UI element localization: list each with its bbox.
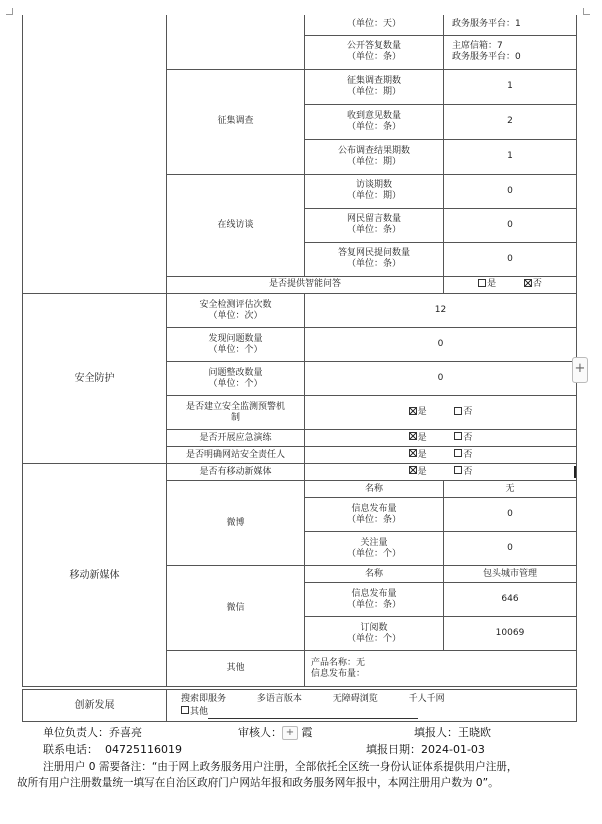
checkbox-empty-icon <box>181 706 189 714</box>
days-unit: （单位：天） <box>305 15 444 35</box>
interview-issues-value: 0 <box>444 174 577 208</box>
answers-value: 0 <box>444 242 577 276</box>
weibo-followers-label: 关注量 （单位：个） <box>305 532 444 566</box>
wechat-name-label: 名称 <box>305 566 444 583</box>
side-add-plus-icon[interactable]: + <box>572 357 588 383</box>
owner-no[interactable]: 否 <box>454 450 472 461</box>
media-no[interactable]: 否 <box>454 467 472 478</box>
page-corner-mark-right <box>583 8 590 15</box>
weibo-name-label: 名称 <box>305 481 444 498</box>
checkbox-checked-icon <box>409 432 417 440</box>
smart-qa-options <box>444 276 577 293</box>
security-eval-value: 12 <box>305 294 577 328</box>
insert-plus-icon[interactable]: + <box>282 726 298 740</box>
innovation-opt-accessible[interactable]: 无障碍浏览 <box>332 693 378 704</box>
innovation-opt-search[interactable]: 搜索即服务 <box>181 693 227 704</box>
owner-yes[interactable]: 是 <box>409 450 427 461</box>
section-cell-interact <box>23 15 167 293</box>
reply-count-label: 公开答复数量 （单位：条） <box>305 35 444 69</box>
filler-text: 填报人：王晓欧 <box>414 726 491 739</box>
warning-yes[interactable]: 是 <box>409 407 427 418</box>
wechat-posts-value: 646 <box>444 583 577 617</box>
report-table-lower <box>22 293 577 464</box>
warning-no[interactable]: 否 <box>454 407 472 418</box>
smart-qa-label: 是否提供智能问答 <box>167 276 444 293</box>
checkbox-checked-icon <box>409 407 417 415</box>
other-media-label: 其他 <box>167 651 305 687</box>
survey-results-value: 1 <box>444 139 577 174</box>
checkbox-empty-icon <box>478 279 486 287</box>
warning-mechanism-label: 是否建立安全监测预警机 制 <box>167 396 305 430</box>
innovation-opt-personalized[interactable]: 千人千网 <box>408 693 445 704</box>
security-owner-label: 是否明确网站安全责任人 <box>167 447 305 464</box>
innovation-section-label: 创新发展 <box>23 690 167 722</box>
wechat-posts-label: 信息发布量 （单位：条） <box>305 583 444 617</box>
drill-no[interactable]: 否 <box>454 433 472 444</box>
security-section-label: 安全防护 <box>23 294 167 464</box>
emergency-drill-label: 是否开展应急演练 <box>167 430 305 447</box>
has-media-label: 是否有移动新媒体 <box>167 464 305 481</box>
smart-qa-yes[interactable]: 是 <box>478 279 496 290</box>
checkbox-empty-icon <box>454 432 462 440</box>
interview-issues-label: 访谈期数 （单位：期） <box>305 174 444 208</box>
wechat-name-value: 包头城市管理 <box>444 566 577 583</box>
report-table-media <box>22 463 577 687</box>
checkbox-checked-icon <box>524 279 532 287</box>
interview-label: 在线访谈 <box>167 174 305 276</box>
smart-qa-no[interactable]: 否 <box>524 279 542 290</box>
weibo-followers-value: 0 <box>444 532 577 566</box>
emergency-drill-options <box>305 430 577 447</box>
drill-yes[interactable]: 是 <box>409 433 427 444</box>
other-blank-line <box>208 710 418 719</box>
weibo-posts-label: 信息发布量 （单位：条） <box>305 498 444 532</box>
weibo-label: 微博 <box>167 481 305 566</box>
note-line-2: 故所有用户注册数量统一填写在自治区政府门户网站年报和政务服务网年报中，本网注册用户数为 0”。 <box>17 777 499 789</box>
checkbox-checked-icon <box>409 466 417 474</box>
checkbox-empty-icon <box>454 466 462 474</box>
weibo-name-value: 无 <box>444 481 577 498</box>
leader-text: 单位负责人：乔喜亮 <box>43 726 142 739</box>
survey-issues-value: 1 <box>444 69 577 104</box>
subsection-cell-reply <box>167 15 305 69</box>
has-media-options <box>305 464 577 481</box>
innovation-opt-multilang[interactable]: 多语言版本 <box>256 693 302 704</box>
media-yes[interactable]: 是 <box>409 467 427 478</box>
innovation-options <box>167 690 577 722</box>
security-eval-label: 安全检测评估次数 （单位：次） <box>167 294 305 328</box>
media-section-label: 移动新媒体 <box>23 464 167 687</box>
wechat-subscribers-label: 订阅数 （单位：个） <box>305 617 444 651</box>
innovation-opt-other[interactable]: 其他 <box>181 706 418 719</box>
fixed-problems-label: 问题整改数量 （单位：个） <box>167 362 305 396</box>
wechat-subscribers-value: 10069 <box>444 617 577 651</box>
reply-count-value: 主席信箱：7 政务服务平台：0 <box>444 35 577 69</box>
reviewer-text: 审核人： + 霞 <box>238 726 313 739</box>
other-media-info: 产品名称：无 信息发布量： <box>305 651 577 687</box>
checkbox-checked-icon <box>409 449 417 457</box>
survey-label: 征集调查 <box>167 69 305 174</box>
report-table-innovation <box>22 689 577 722</box>
page-corner-mark-left <box>6 8 13 15</box>
opinions-label: 收到意见数量 （单位：条） <box>305 104 444 139</box>
weibo-posts-value: 0 <box>444 498 577 532</box>
warning-mechanism-options <box>305 396 577 430</box>
text-cursor <box>574 466 576 478</box>
days-value: 政务服务平台：1 <box>444 15 577 35</box>
survey-results-label: 公布调查结果期数 （单位：期） <box>305 139 444 174</box>
found-problems-value: 0 <box>305 328 577 362</box>
report-table <box>22 15 577 294</box>
phone-text: 联系电话： 04725116019 <box>43 743 182 756</box>
wechat-label: 微信 <box>167 566 305 651</box>
checkbox-empty-icon <box>454 449 462 457</box>
survey-issues-label: 征集调查期数 （单位：期） <box>305 69 444 104</box>
answers-label: 答复网民提问数量 （单位：条） <box>305 242 444 276</box>
found-problems-label: 发现问题数量 （单位：个） <box>167 328 305 362</box>
opinions-value: 2 <box>444 104 577 139</box>
fixed-problems-value: 0 <box>305 362 577 396</box>
security-owner-options <box>305 447 577 464</box>
note-line-1: 注册用户 0 需要备注：“由于网上政务服务用户注册，全部依托全区统一身份认证体系提供用户注册， <box>43 761 518 773</box>
date-text: 填报日期：2024-01-03 <box>366 743 485 756</box>
messages-value: 0 <box>444 208 577 242</box>
messages-label: 网民留言数量 （单位：条） <box>305 208 444 242</box>
checkbox-empty-icon <box>454 407 462 415</box>
